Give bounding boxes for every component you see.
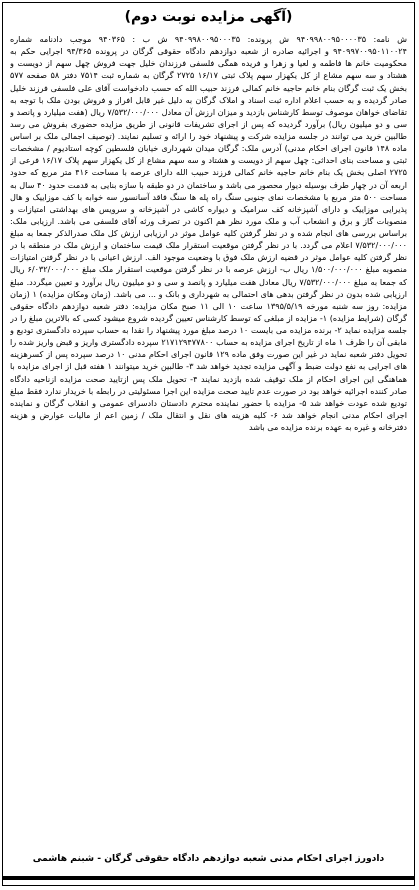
- notice-body: [10, 33, 407, 853]
- notice-text: ش نامه: ۹۴۰۹۹۸۰۰۹۵۰۰۰۰۳۵ ش پرونده: ۹۴۰۹۹۸۰۰۹۵۰۰۰۳۵ ش ب : ۹۴۰۳۶۵ موجب دادنامه شماره ۹۴۰۹۹۷۰۰۹۵۰۱۱۰۰۲۴ و اجرائیه صادره از شعبه دوازدهم دادگاه حقوقی گرگان در پرونده ۹۴/۳۶۵ اجرایی حکم به محکومیت خانم ها فاطمه و لعیا و زهرا و فریده همگی فلسفی فرزندان خلیل جهت فروش چهل سهم از دویست و هشتاد و سه سهم مشاع از کل یکهزار سهم پلاک ثبتی ۱۶/۱۷ ۲۷۲۵ گرگان به شماره ثبت ۷۵۱۴ دفتر ۵۸ صفحه ۵۷۷ بخش یک ثبت گرگان بنام خانم حاجیه خانم کمالی فرزند حبیب الله که حسب دادخواست آقای علی فلسفی فرزند خلیل صادر گردیده و به حسب اعلام اداره ثبت اسناد و املاک گرگان به دلیل غیر قابل افراز و فروش بودن ملک با توجه به تقاضای خواهان موصوف توسط کارشناس بازدید و میزان ارزش آن معادل ۷/۵۳۲/۰۰۰/۰۰۰ ریال (هفت میلیارد و پانصد و سی و دو میلیون ریال) برآورد گردیده که پس از اجرای تشریفات قانونی از طریق مزایده حضوری بفروش می رسد طالبین خرید می توانند در جلسه مزایده شرکت و پیشنهاد خود را ارائه و تسلیم نمایند. (توصیف اجمالی ملک بر اساس ماده ۱۴۸ قانون اجرای احکام مدنی) آدرس ملک: گرگان میدان شهرداری خیابان فلسطین کوچه استادیوم / مشخصات ثبتی و مساحت بنای احداثی: چهل سهم از دویست و هشتاد و سه سهم مشاع از کل یکهزار سهم پلاک ۱۶/۱۷ فرعی از ۲۷۲۵ اصلی بخش یک بنام خانم حاجیه خانم کمالی فرزند حبیب الله دارای عرصه با مساحت ۴۱۶ متر مربع که حدود اربعه آن در چهار طرف بوسیله دیوار محصور می باشد و ساختمان در دو طبقه با سازه بنایی به قدمت حدود ۴۰ سال به مساحت ۵۰۰ متر مربع با مشخصات نمای جنوبی سنگ راه پله ها سنگ فاقد آسانسور سه خوابه با کف موزاییک و هال پذیرایی موزاییک و دارای آشپزخانه کف سرامیک و دیواره کاشی در آشپزخانه و سرویس های بهداشتی امتیازات و منصوبات گاز و برق و انشعاب آب و ملک مورد نظر هم اکنون در تصرف ورثه آقای فلسفی می باشد. ارزیابی ملک: براساس بررسی های انجام شده و در نظر گرفتن کلیه عوامل موثر در ارزیابی ارزش کل ملک صدرالذکر جمعا به مبلغ ۷/۵۳۲/۰۰۰/۰۰۰ اعلام می گردد. با در نظر گرفتن موقعیت استقرار ملک قیمت ساختمان و ارزش ملک در منطقه با در نظر گرفتن کلیه عوامل موثر در قضیه ارزش ملک فوق با وضعیت موجود الف. ارزش اعیانی با در نظر گرفتن امتیازات منصوبه مبلغ ۱/۵۰۰/۰۰۰/۰۰۰ ریال ب- ارزش عرصه با در نظر گرفتن موقعیت استقرار ملک مبلغ ۶/۰۳۲/۰۰۰/۰۰۰ ریال که جمعا به مبلغ ۷/۵۳۲/۰۰۰/۰۰۰ ریال معادل هفت میلیارد و پانصد و سی و دو میلیون ریال برآورد و تعیین میگردد. مبلغ ارزیابی شده بدون در نظر گرفتن بدهی های احتمالی به شهرداری و بانک و ... می باشد. (زمان ومکان مزایده) ۱ (زمان مزایده: روز سه شنبه مورخه ۱۳۹۵/۵/۱۹ ساعت ۱۰ الی ۱۱ صبح مکان مزایده: دفتر شعبه دوازدهم دادگاه حقوقی گرگان (شرایط مزایده) ۱- مزایده از مبلغی که توسط کارشناس تعیین گردیده شروع میشود کسی که بالاترین مبلغ را در جلسه مزایده نماید ۲- برنده مزایده می بایست ۱۰ درصد مبلغ مورد پیشنهاد را نقدا به حساب سپرده دادگستری تودیع و مابقی آن را ظرف ۱ ماه از تاریخ اجرای مزایده به حساب ۲۱۷۱۲۹۴۷۷۸۰۰ سپرده دادگستری واریز و قبض واریز شده را تحویل دفتر شعبه نماید در غیر این صورت وفق ماده ۱۲۹ قانون اجرای احکام مدنی ۱۰ درصد سپرده پس از کسرهزینه های اجرایی به نفع دولت ضبط و آگهی مزایده تجدید خواهد شد ۳- طالبین خرید میتوانند ۱ هفته قبل از اجرای مزایده با هماهنگی این اجرای احکام از ملک توقیف شده بازدید نمایند ۴- تحویل ملک پس ازتایید صحت مزایده ازناحیه دادگاه صادر کننده اجرائیه خواهد بود در صورت عدم تایید صحت مزایده این اجرا مسئولیتی در رابطه با خریدار ندارد فقط مبلغ تودیع شده عودت خواهد شد ۵- مزایده با حضور نماینده محترم دادستان دادسرای عمومی و انقلاب گرگان و نماینده اجرای احکام مدنی انجام خواهد شد ۶- کلیه هزینه های نقل و انتقال ملک / زمین اعم از مالیات عوارض و هزینه دفترخانه و غیره به عهده برنده مزایده می باشد: [10, 34, 407, 432]
- bottom-rule: [3, 876, 414, 880]
- notice-frame: [2, 2, 415, 886]
- notice-title: (آگهی مزایده نوبت دوم): [124, 9, 293, 25]
- notice-signature: دادورز اجرای احکام مدنی شعبه دوازدهم دادگاه حقوقی گرگان - شبنم هاشمی: [32, 853, 385, 864]
